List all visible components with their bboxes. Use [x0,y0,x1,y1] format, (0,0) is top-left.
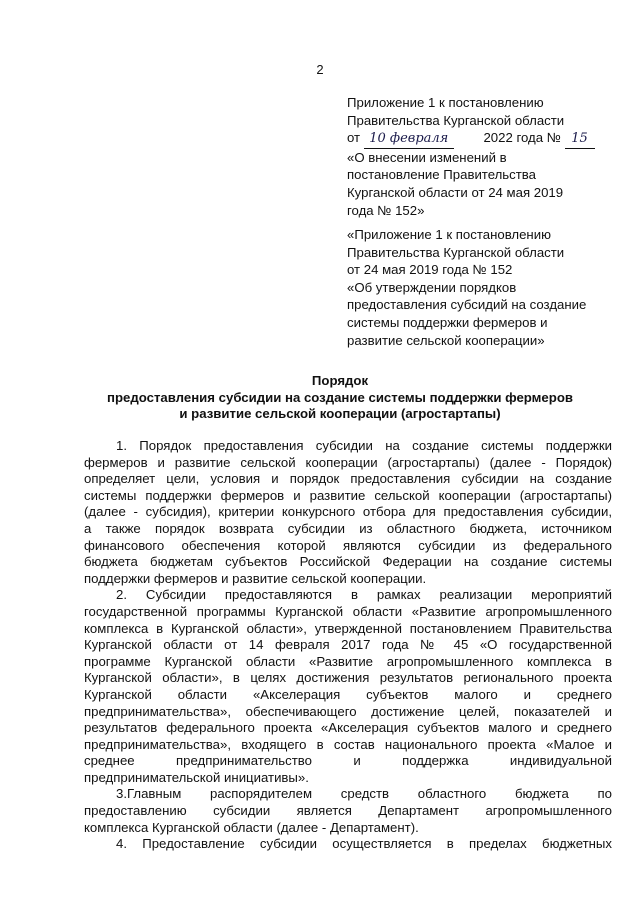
body-line: 2. Субсидии предоставляются в рамках реализации мероприятий [116,587,612,603]
title-heading: Порядок [311,373,369,388]
body-line: (далее - субсидия), критерии конкурсного отбора для предоставления субсидии, [84,504,612,520]
appendix-line: Приложение 1 к постановлению [347,95,544,110]
appendix-line: развитие сельской кооперации» [347,332,545,348]
title-line: и развитие сельской кооперации (агростартапы) [179,406,501,421]
body-line: 4. Предоставление субсидии осуществляется в пределах бюджетных [116,836,612,852]
body-line: среднее предпринимательство и поддержка индивидуальной [84,753,612,769]
page-number: 2 [316,62,324,77]
appendix-line: года № 152» [347,202,425,218]
body-line: предоставлению субсидии является Департамент агропромышленного [84,803,612,819]
appendix-line: «Приложение 1 к постановлению [347,227,551,242]
appendix-line: системы поддержки фермеров и [347,314,548,330]
body-line: предпринимательской инициативы». [84,769,309,785]
appendix-line: Правительства Курганской области [347,112,565,128]
title-line: предоставления субсидии на создание системы поддержки фермеров [107,389,573,405]
body-line: Курганской области», в целях достижения результатов регионального проекта [84,670,612,686]
appendix-header [347,94,617,219]
appendix-line: предоставления субсидий на создание [347,297,587,313]
body-line: Курганской области «Акселерация субъектов малого и среднего [84,686,612,702]
body-line: комплекса в Курганской области», утвержденной постановлением Правительства [84,620,612,636]
handwritten-date: 10 февраля [364,130,454,149]
body-line: системы поддержки фермеров и развитие сельской кооперации (агростартапы) [84,487,612,503]
body-line: программе Курганской области «Развитие агропромышленного комплекса в [84,653,612,669]
body-line: финансового обеспечения которой являются субсидии из федерального [84,537,612,553]
year-label: 2022 года № [483,130,561,146]
body-line: государственной программы Курганской области «Развитие агропромышленного [84,603,612,619]
appendix-line: «О внесении изменений в [347,149,507,165]
appendix-line: «Об утверждении порядков [347,279,517,295]
body-line: а также порядок возврата субсидии из областного бюджета, источником [84,520,612,536]
appendix-date-line [347,129,617,149]
body-line: предпринимательства», входящего в состав национального проекта «Малое и [84,736,612,752]
document-body [84,438,612,853]
body-line: комплекса Курганской области (далее - Департамент). [84,819,419,835]
body-line: бюджета бюджетам субъектов Российской Федерации на создание системы [84,554,612,570]
body-line: предпринимательства», обеспечивающего достижение целей, показателей и [84,703,612,719]
body-line: определяет цели, условия и порядок предоставления субсидии на создание [84,471,612,487]
body-line: Курганской области от 14 февраля 2017 года № 45 «О государственной [84,637,612,653]
document-title [60,373,620,423]
body-line: результатов федерального проекта «Акселерация субъектов малого и среднего [84,720,612,736]
inner-appendix-header [347,226,617,349]
appendix-line: постановление Правительства [347,167,536,183]
body-line: 3.Главным распорядителем средств областного бюджета по [116,786,612,802]
appendix-line: Правительства Курганской области [347,244,565,260]
appendix-line: от 24 мая 2019 года № 152 [347,262,513,278]
body-line: 1. Порядок предоставления субсидии на создание системы поддержки [116,438,612,453]
body-line: фермеров и развитие сельской кооперации (агростартапы) (далее - Порядок) [84,454,612,470]
appendix-line: Курганской области от 24 мая 2019 [347,184,564,200]
from-label: от [347,130,361,146]
handwritten-number: 15 [565,130,595,149]
body-line: поддержки фермеров и развитие сельской кооперации. [84,570,427,586]
